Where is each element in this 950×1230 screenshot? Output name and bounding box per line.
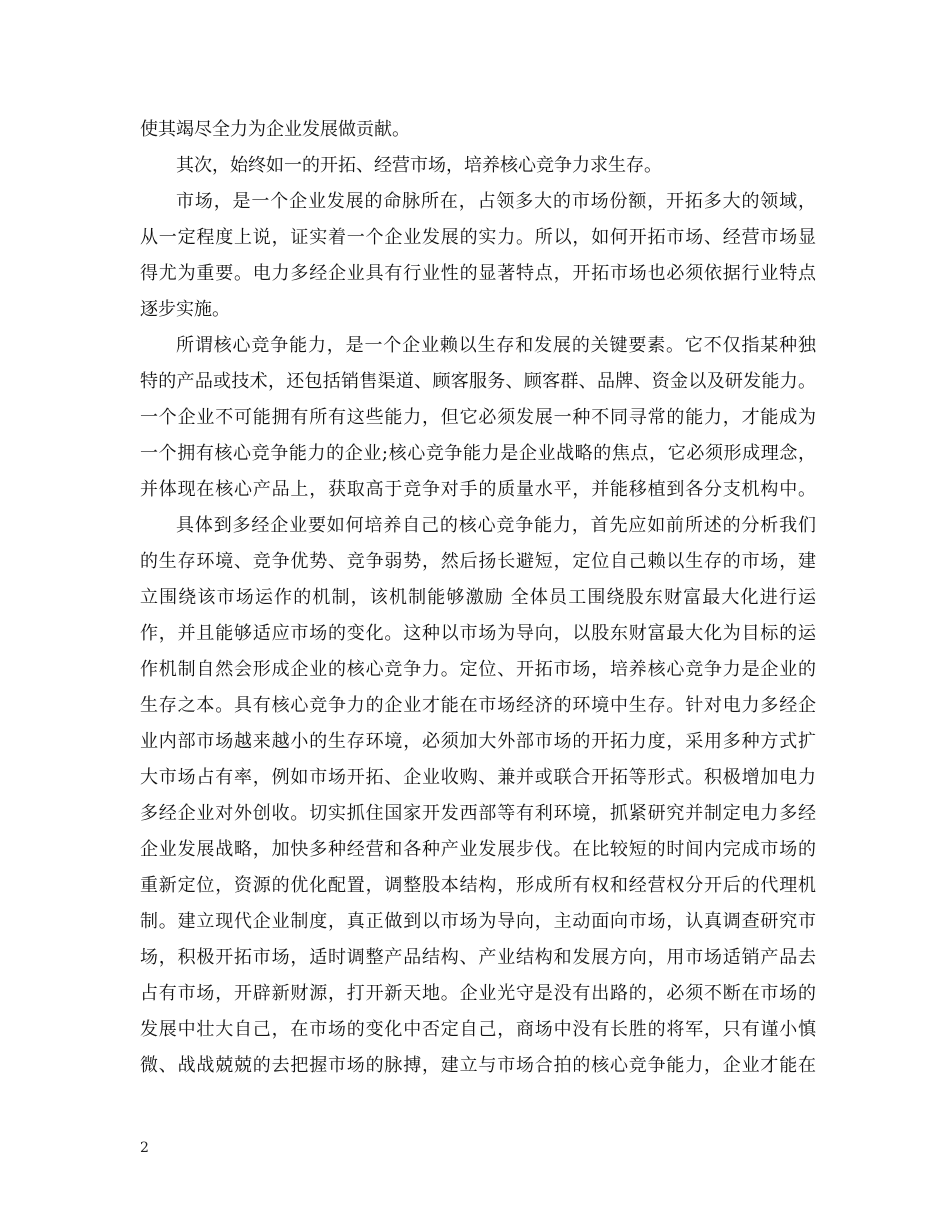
text-line: 作机制自然会形成企业的核心竞争力。定位、开拓市场，培养核心竞争力是企业的: [140, 659, 816, 680]
text-line: 场，积极开拓市场，适时调整产品结构、产业结构和发展方向，用市场适销产品去: [140, 947, 816, 968]
text-line: 业内部市场越来越小的生存环境，必须加大外部市场的开拓力度，采用多种方式扩: [140, 731, 816, 752]
text-line: 从一定程度上说，证实着一个企业发展的实力。所以，如何开拓市场、经营市场显: [140, 227, 816, 248]
text-line: 特的产品或技术，还包括销售渠道、顾客服务、顾客群、品牌、资金以及研发能力。: [140, 371, 816, 392]
text-line: 的生存环境、竞争优势、竞争弱势，然后扬长避短，定位自己赖以生存的市场，建: [140, 551, 816, 572]
text-line: 所谓核心竞争能力，是一个企业赖以生存和发展的关键要素。它不仅指某种独: [176, 335, 816, 356]
text-line: 其次，始终如一的开拓、经营市场，培养核心竞争力求生存。: [176, 155, 662, 176]
text-line: 企业发展战略，加快多种经营和各种产业发展步伐。在比较短的时间内完成市场的: [140, 839, 816, 860]
page-number: 2: [140, 1140, 149, 1156]
text-line: 重新定位，资源的优化配置，调整股本结构，形成所有权和经营权分开后的代理机: [140, 875, 816, 896]
text-line: 生存之本。具有核心竞争力的企业才能在市场经济的环境中生存。针对电力多经企: [140, 695, 816, 716]
text-line: 占有市场，开辟新财源，打开新天地。企业光守是没有出路的，必须不断在市场的: [140, 983, 816, 1004]
text-line: 作，并且能够适应市场的变化。这种以市场为导向，以股东财富最大化为目标的运: [140, 623, 816, 644]
text-line: 一个企业不可能拥有所有这些能力，但它必须发展一种不同寻常的能力，才能成为: [140, 407, 816, 428]
text-line: 大市场占有率，例如市场开拓、企业收购、兼并或联合开拓等形式。积极增加电力: [140, 767, 816, 788]
text-line: 得尤为重要。电力多经企业具有行业性的显著特点，开拓市场也必须依据行业特点: [140, 263, 816, 284]
text-line: 多经企业对外创收。切实抓住国家开发西部等有利环境，抓紧研究并制定电力多经: [140, 803, 816, 824]
text-line: 一个拥有核心竞争能力的企业;核心竞争能力是企业战略的焦点，它必须形成理念，: [140, 443, 816, 464]
text-line: 市场，是一个企业发展的命脉所在，占领多大的市场份额，开拓多大的领域，: [176, 191, 816, 212]
text-line: 制。建立现代企业制度，真正做到以市场为导向，主动面向市场，认真调查研究市: [140, 911, 816, 932]
text-line: 发展中壮大自己，在市场的变化中否定自己，商场中没有长胜的将军，只有谨小慎: [140, 1019, 816, 1040]
text-line: 逐步实施。: [140, 299, 230, 320]
text-line: 立围绕该市场运作的机制，该机制能够激励 全体员工围绕股东财富最大化进行运: [140, 587, 816, 608]
text-line: 使其竭尽全力为企业发展做贡献。: [140, 119, 410, 140]
text-line: 微、战战兢兢的去把握市场的脉搏，建立与市场合拍的核心竞争能力，企业才能在: [140, 1055, 816, 1076]
text-line: 具体到多经企业要如何培养自己的核心竞争能力，首先应如前所述的分析我们: [176, 515, 816, 536]
text-line: 并体现在核心产品上，获取高于竞争对手的质量水平，并能移植到各分支机构中。: [140, 479, 816, 500]
